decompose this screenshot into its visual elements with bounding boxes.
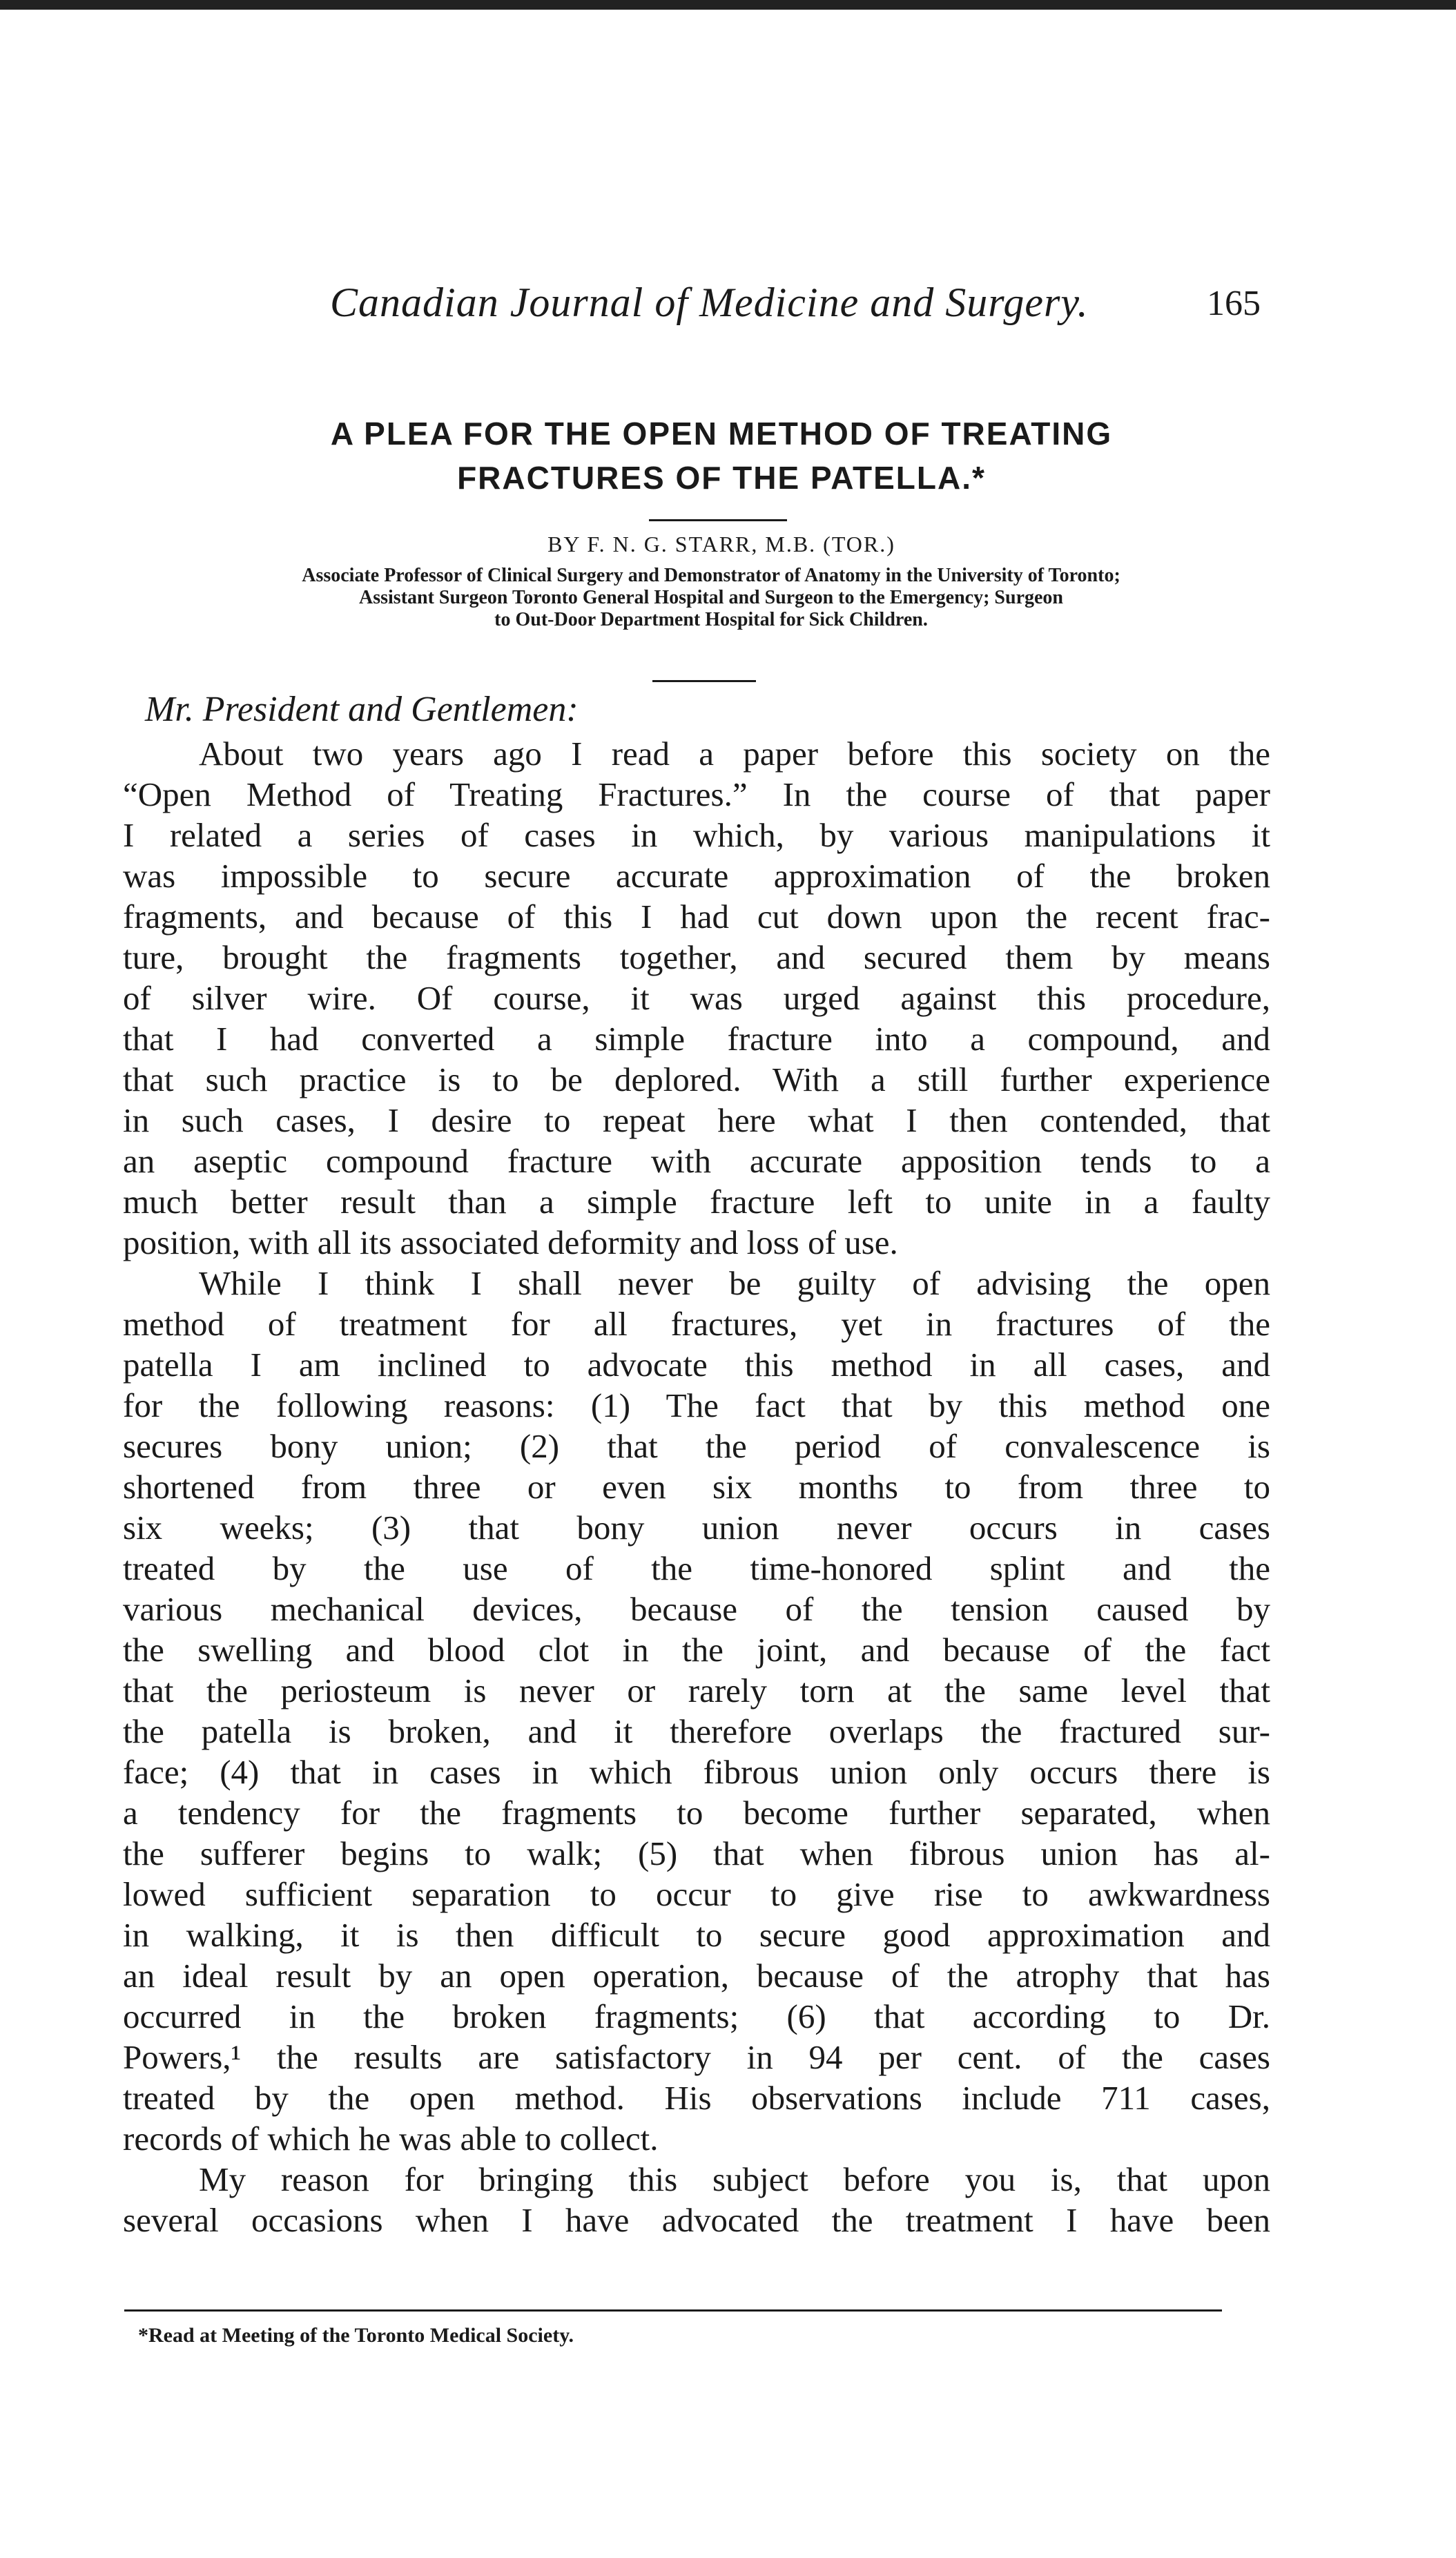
text-line: six weeks; (3) that bony union never occurs in cases — [123, 1509, 1270, 1547]
text-line: of silver wire. Of course, it was urged against this procedure, — [123, 979, 1270, 1017]
title-divider-rule — [649, 519, 787, 521]
author-affiliation — [138, 565, 1284, 631]
text-line: method of treatment for all fractures, yet in fractures of the — [123, 1305, 1270, 1343]
text-line: in walking, it is then difficult to secure good approximation and — [123, 1916, 1270, 1954]
text-line: that the periosteum is never or rarely torn at the same level that — [123, 1672, 1270, 1709]
text-line: for the following reasons: (1) The fact that by this method one — [123, 1386, 1270, 1424]
paragraph — [123, 2159, 1270, 2240]
text-line: various mechanical devices, because of the tension caused by — [123, 1590, 1270, 1628]
text-line: While I think I shall never be guilty of advising the open — [199, 1264, 1270, 1302]
text-line: My reason for bringing this subject before you is, that upon — [199, 2160, 1270, 2198]
affiliation-line: Associate Professor of Clinical Surgery and Demonstrator of Anatomy in the University of Toronto; — [302, 565, 1120, 586]
text-line: fragments, and because of this I had cut down upon the recent frac- — [123, 898, 1270, 936]
text-line: that I had converted a simple fracture into a compound, and — [123, 1020, 1270, 1058]
author-byline: BY F. N. G. STARR, M.B. (TOR.) — [547, 532, 895, 556]
text-line: in such cases, I desire to repeat here what I then contended, that — [123, 1101, 1270, 1139]
text-line: that such practice is to be deplored. With a still further experience — [123, 1060, 1270, 1098]
page-number: 165 — [1207, 284, 1261, 323]
article-title-line: FRACTURES OF THE PATELLA.* — [457, 460, 986, 496]
text-line: an aseptic compound fracture with accurate apposition tends to a — [123, 1142, 1270, 1180]
article-body — [123, 733, 1270, 2240]
affiliation-line: Assistant Surgeon Toronto General Hospital and Surgeon to the Emergency; Surgeon — [359, 587, 1063, 608]
text-line: shortened from three or even six months to from three to — [123, 1468, 1270, 1506]
text-line: was impossible to secure accurate approximation of the broken — [123, 857, 1270, 895]
text-line: several occasions when I have advocated the treatment I have been — [123, 2201, 1270, 2239]
text-line: About two years ago I read a paper before this society on the — [199, 735, 1270, 773]
text-line: occurred in the broken fragments; (6) that according to Dr. — [123, 1997, 1270, 2035]
affiliation-line: to Out-Door Department Hospital for Sick Children. — [494, 609, 928, 630]
text-line: ture, brought the fragments together, and secured them by means — [123, 938, 1270, 976]
text-line: the sufferer begins to walk; (5) that when fibrous union has al- — [123, 1834, 1270, 1872]
text-line: face; (4) that in cases in which fibrous union only occurs there is — [123, 1753, 1270, 1791]
paragraph — [123, 1263, 1270, 2159]
text-line: a tendency for the fragments to become further separated, when — [123, 1794, 1270, 1832]
article-title — [221, 411, 1222, 500]
text-line: the swelling and blood clot in the joint, and because of the fact — [123, 1631, 1270, 1669]
footnote: *Read at Meeting of the Toronto Medical Society. — [138, 2324, 574, 2347]
text-line: position, with all its associated deformity and loss of use. — [123, 1223, 898, 1261]
text-line: secures bony union; (2) that the period of convalescence is — [123, 1427, 1270, 1465]
footnote-divider-rule — [124, 2309, 1222, 2312]
text-line: much better result than a simple fracture left to unite in a faulty — [123, 1183, 1270, 1221]
text-line: “Open Method of Treating Fractures.” In the course of that paper — [123, 775, 1270, 813]
paragraph — [123, 733, 1270, 1263]
running-header-journal-title: Canadian Journal of Medicine and Surgery. — [330, 280, 1089, 325]
text-line: patella I am inclined to advocate this method in all cases, and — [123, 1346, 1270, 1384]
text-line: treated by the use of the time-honored splint and the — [123, 1549, 1270, 1587]
article-title-line: A PLEA FOR THE OPEN METHOD OF TREATING — [330, 416, 1113, 452]
text-line: Powers,¹ the results are satisfactory in 94 per cent. of the cases — [123, 2038, 1270, 2076]
text-line: lowed sufficient separation to occur to give rise to awkwardness — [123, 1875, 1270, 1913]
byline-divider-rule — [652, 680, 756, 682]
top-edge-rule — [0, 0, 1456, 10]
text-line: records of which he was able to collect. — [123, 2120, 659, 2158]
salutation: Mr. President and Gentlemen: — [145, 690, 579, 729]
text-line: an ideal result by an open operation, because of the atrophy that has — [123, 1957, 1270, 1995]
text-line: treated by the open method. His observations include 711 cases, — [123, 2079, 1270, 2117]
text-line: I related a series of cases in which, by various manipulations it — [123, 816, 1270, 854]
text-line: the patella is broken, and it therefore overlaps the fractured sur- — [123, 1712, 1270, 1750]
